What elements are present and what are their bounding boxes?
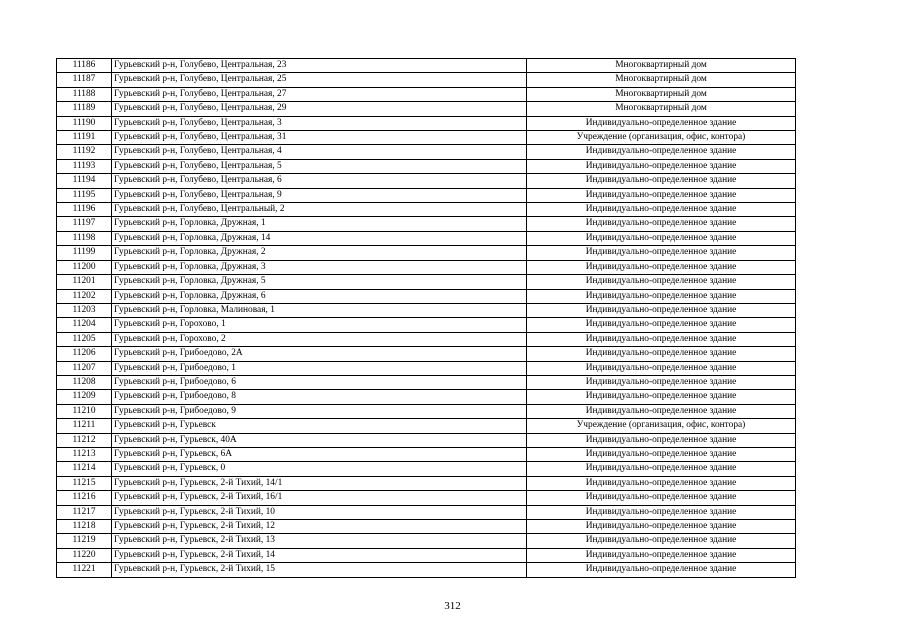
record-number-cell: 11198 xyxy=(57,231,112,245)
registry-table xyxy=(56,58,796,578)
address-cell: Гурьевский р-н, Голубево, Центральная, 29 xyxy=(112,102,527,116)
building-type-cell: Учреждение (организация, офис, контора) xyxy=(527,131,796,145)
address-cell: Гурьевский р-н, Горловка, Дружная, 2 xyxy=(112,246,527,260)
table-row xyxy=(57,361,796,375)
record-number-cell: 11191 xyxy=(57,131,112,145)
building-type-cell: Индивидуально-определенное здание xyxy=(527,318,796,332)
address-cell: Гурьевский р-н, Голубево, Центральная, 6 xyxy=(112,174,527,188)
table-row xyxy=(57,520,796,534)
table-row xyxy=(57,347,796,361)
record-number-cell: 11209 xyxy=(57,390,112,404)
address-cell: Гурьевский р-н, Горловка, Дружная, 6 xyxy=(112,289,527,303)
table-row xyxy=(57,534,796,548)
record-number-cell: 11193 xyxy=(57,159,112,173)
record-number-cell: 11199 xyxy=(57,246,112,260)
building-type-cell: Индивидуально-определенное здание xyxy=(527,289,796,303)
building-type-cell: Индивидуально-определенное здание xyxy=(527,347,796,361)
address-cell: Гурьевский р-н, Гурьевск, 2-й Тихий, 14/1 xyxy=(112,476,527,490)
address-cell: Гурьевский р-н, Гурьевск, 2-й Тихий, 14 xyxy=(112,548,527,562)
record-number-cell: 11216 xyxy=(57,491,112,505)
building-type-cell: Индивидуально-определенное здание xyxy=(527,447,796,461)
address-cell: Гурьевский р-н, Гурьевск, 2-й Тихий, 15 xyxy=(112,563,527,577)
address-cell: Гурьевский р-н, Гурьевск, 6А xyxy=(112,447,527,461)
table-row xyxy=(57,390,796,404)
record-number-cell: 11214 xyxy=(57,462,112,476)
building-type-cell: Индивидуально-определенное здание xyxy=(527,275,796,289)
record-number-cell: 11205 xyxy=(57,332,112,346)
table-row xyxy=(57,203,796,217)
building-type-cell: Индивидуально-определенное здание xyxy=(527,404,796,418)
building-type-cell: Индивидуально-определенное здание xyxy=(527,231,796,245)
address-cell: Гурьевский р-н, Голубево, Центральная, 27 xyxy=(112,87,527,101)
record-number-cell: 11187 xyxy=(57,73,112,87)
record-number-cell: 11217 xyxy=(57,505,112,519)
table-row xyxy=(57,246,796,260)
address-cell: Гурьевский р-н, Горловка, Дружная, 14 xyxy=(112,231,527,245)
record-number-cell: 11196 xyxy=(57,203,112,217)
building-type-cell: Индивидуально-определенное здание xyxy=(527,563,796,577)
address-cell: Гурьевский р-н, Грибоедово, 9 xyxy=(112,404,527,418)
building-type-cell: Индивидуально-определенное здание xyxy=(527,260,796,274)
address-cell: Гурьевский р-н, Гурьевск, 2-й Тихий, 13 xyxy=(112,534,527,548)
record-number-cell: 11202 xyxy=(57,289,112,303)
building-type-cell: Индивидуально-определенное здание xyxy=(527,332,796,346)
record-number-cell: 11210 xyxy=(57,404,112,418)
address-cell: Гурьевский р-н, Голубево, Центральная, 3 xyxy=(112,116,527,130)
page-number: 312 xyxy=(444,600,461,612)
address-cell: Гурьевский р-н, Горловка, Дружная, 5 xyxy=(112,275,527,289)
table-row xyxy=(57,303,796,317)
address-cell: Гурьевский р-н, Гурьевск, 40А xyxy=(112,433,527,447)
table-row xyxy=(57,275,796,289)
address-cell: Гурьевский р-н, Грибоедово, 1 xyxy=(112,361,527,375)
table-row xyxy=(57,159,796,173)
record-number-cell: 11207 xyxy=(57,361,112,375)
address-cell: Гурьевский р-н, Гурьевск, 2-й Тихий, 12 xyxy=(112,520,527,534)
address-cell: Гурьевский р-н, Гурьевск, 2-й Тихий, 16/1 xyxy=(112,491,527,505)
building-type-cell: Индивидуально-определенное здание xyxy=(527,476,796,490)
table-row xyxy=(57,404,796,418)
address-cell: Гурьевский р-н, Грибоедово, 8 xyxy=(112,390,527,404)
table-row xyxy=(57,491,796,505)
address-cell: Гурьевский р-н, Гурьевск, 2-й Тихий, 10 xyxy=(112,505,527,519)
record-number-cell: 11188 xyxy=(57,87,112,101)
table-row xyxy=(57,476,796,490)
building-type-cell: Индивидуально-определенное здание xyxy=(527,203,796,217)
record-number-cell: 11195 xyxy=(57,188,112,202)
table-row xyxy=(57,462,796,476)
building-type-cell: Индивидуально-определенное здание xyxy=(527,116,796,130)
address-cell: Гурьевский р-н, Голубево, Центральная, 23 xyxy=(112,59,527,73)
building-type-cell: Индивидуально-определенное здание xyxy=(527,505,796,519)
table-row xyxy=(57,73,796,87)
address-cell: Гурьевский р-н, Голубево, Центральная, 4 xyxy=(112,145,527,159)
address-cell: Гурьевский р-н, Голубево, Центральная, 31 xyxy=(112,131,527,145)
building-type-cell: Индивидуально-определенное здание xyxy=(527,433,796,447)
record-number-cell: 11220 xyxy=(57,548,112,562)
building-type-cell: Индивидуально-определенное здание xyxy=(527,534,796,548)
building-type-cell: Индивидуально-определенное здание xyxy=(527,174,796,188)
building-type-cell: Индивидуально-определенное здание xyxy=(527,390,796,404)
address-cell: Гурьевский р-н, Голубево, Центральная, 9 xyxy=(112,188,527,202)
building-type-cell: Индивидуально-определенное здание xyxy=(527,145,796,159)
address-cell: Гурьевский р-н, Горловка, Малиновая, 1 xyxy=(112,303,527,317)
record-number-cell: 11206 xyxy=(57,347,112,361)
table-row xyxy=(57,433,796,447)
table-row xyxy=(57,59,796,73)
record-number-cell: 11221 xyxy=(57,563,112,577)
building-type-cell: Индивидуально-определенное здание xyxy=(527,159,796,173)
record-number-cell: 11192 xyxy=(57,145,112,159)
table-row xyxy=(57,505,796,519)
table-row xyxy=(57,447,796,461)
building-type-cell: Индивидуально-определенное здание xyxy=(527,520,796,534)
address-cell: Гурьевский р-н, Горохово, 1 xyxy=(112,318,527,332)
record-number-cell: 11208 xyxy=(57,375,112,389)
table-row xyxy=(57,174,796,188)
record-number-cell: 11213 xyxy=(57,447,112,461)
table-row xyxy=(57,289,796,303)
record-number-cell: 11186 xyxy=(57,59,112,73)
building-type-cell: Индивидуально-определенное здание xyxy=(527,491,796,505)
building-type-cell: Индивидуально-определенное здание xyxy=(527,188,796,202)
record-number-cell: 11212 xyxy=(57,433,112,447)
record-number-cell: 11200 xyxy=(57,260,112,274)
building-type-cell: Индивидуально-определенное здание xyxy=(527,548,796,562)
record-number-cell: 11219 xyxy=(57,534,112,548)
address-cell: Гурьевский р-н, Грибоедово, 6 xyxy=(112,375,527,389)
building-type-cell: Индивидуально-определенное здание xyxy=(527,361,796,375)
table-row xyxy=(57,231,796,245)
building-type-cell: Индивидуально-определенное здание xyxy=(527,462,796,476)
table-row xyxy=(57,375,796,389)
record-number-cell: 11189 xyxy=(57,102,112,116)
address-cell: Гурьевский р-н, Горохово, 2 xyxy=(112,332,527,346)
record-number-cell: 11201 xyxy=(57,275,112,289)
table-row xyxy=(57,548,796,562)
table-row xyxy=(57,102,796,116)
address-cell: Гурьевский р-н, Гурьевск, 0 xyxy=(112,462,527,476)
table-row xyxy=(57,563,796,577)
building-type-cell: Многоквартирный дом xyxy=(527,102,796,116)
address-cell: Гурьевский р-н, Голубево, Центральная, 25 xyxy=(112,73,527,87)
table-row xyxy=(57,131,796,145)
address-cell: Гурьевский р-н, Гурьевск xyxy=(112,419,527,433)
table-row xyxy=(57,217,796,231)
table-row xyxy=(57,419,796,433)
building-type-cell: Учреждение (организация, офис, контора) xyxy=(527,419,796,433)
record-number-cell: 11203 xyxy=(57,303,112,317)
building-type-cell: Многоквартирный дом xyxy=(527,73,796,87)
table-row xyxy=(57,332,796,346)
registry-table-body xyxy=(57,59,796,578)
table-row xyxy=(57,188,796,202)
record-number-cell: 11218 xyxy=(57,520,112,534)
address-cell: Гурьевский р-н, Горловка, Дружная, 1 xyxy=(112,217,527,231)
record-number-cell: 11204 xyxy=(57,318,112,332)
record-number-cell: 11190 xyxy=(57,116,112,130)
address-cell: Гурьевский р-н, Голубево, Центральная, 5 xyxy=(112,159,527,173)
table-row xyxy=(57,116,796,130)
record-number-cell: 11215 xyxy=(57,476,112,490)
address-cell: Гурьевский р-н, Грибоедово, 2А xyxy=(112,347,527,361)
table-row xyxy=(57,145,796,159)
building-type-cell: Индивидуально-определенное здание xyxy=(527,246,796,260)
table-row xyxy=(57,260,796,274)
building-type-cell: Многоквартирный дом xyxy=(527,59,796,73)
building-type-cell: Индивидуально-определенное здание xyxy=(527,217,796,231)
record-number-cell: 11211 xyxy=(57,419,112,433)
table-row xyxy=(57,318,796,332)
address-cell: Гурьевский р-н, Голубево, Центральный, 2 xyxy=(112,203,527,217)
table-row xyxy=(57,87,796,101)
building-type-cell: Индивидуально-определенное здание xyxy=(527,375,796,389)
record-number-cell: 11194 xyxy=(57,174,112,188)
address-cell: Гурьевский р-н, Горловка, Дружная, 3 xyxy=(112,260,527,274)
building-type-cell: Многоквартирный дом xyxy=(527,87,796,101)
record-number-cell: 11197 xyxy=(57,217,112,231)
building-type-cell: Индивидуально-определенное здание xyxy=(527,303,796,317)
